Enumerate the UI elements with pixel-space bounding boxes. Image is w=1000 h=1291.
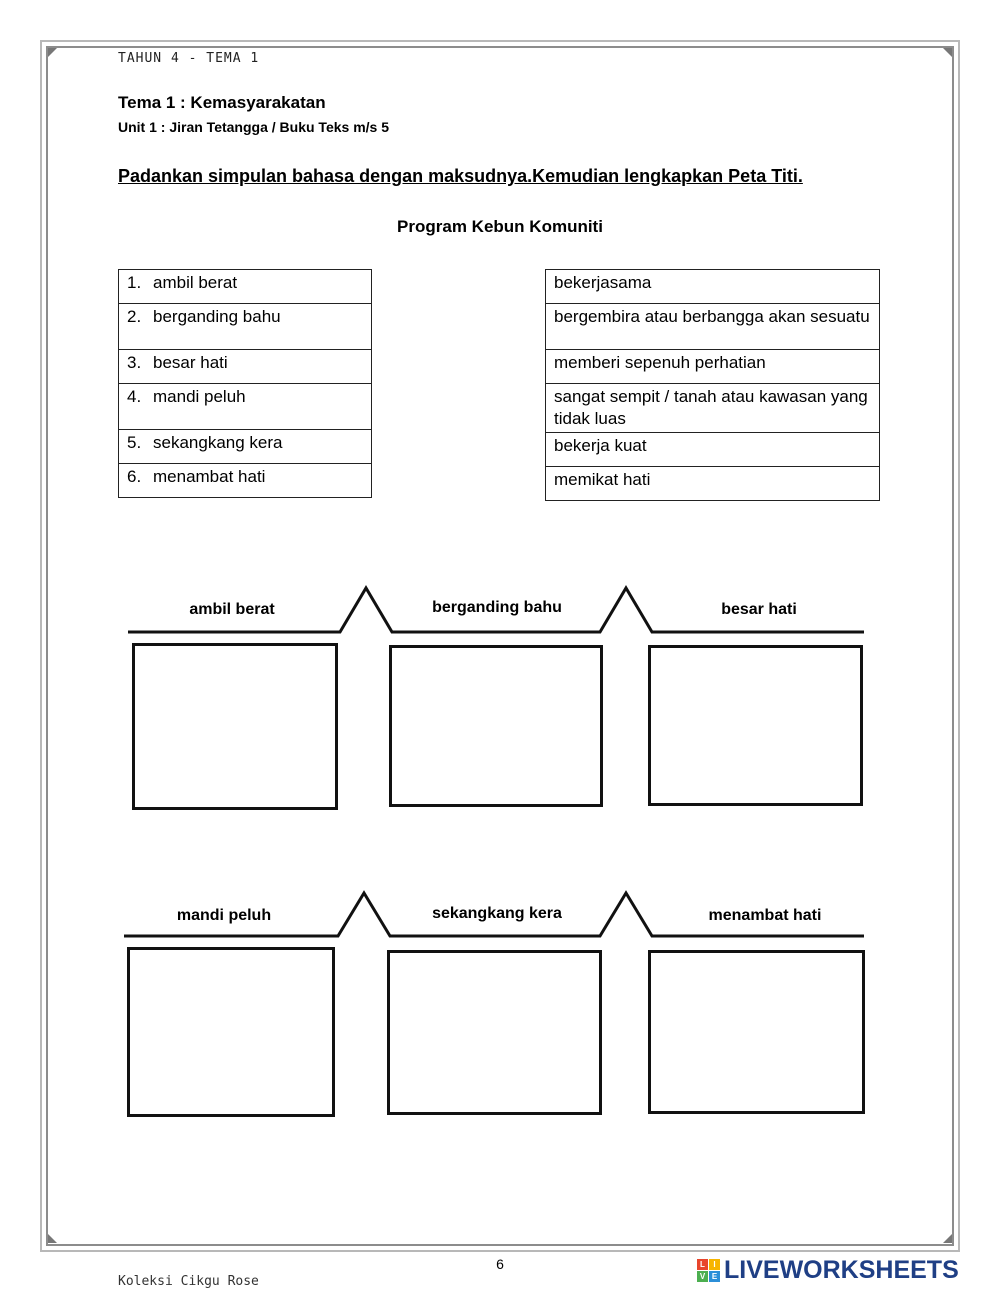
logo-letter: V [697, 1271, 708, 1282]
bridge-label: berganding bahu [432, 599, 562, 616]
phrase-number: 2. [127, 307, 142, 326]
meaning-text: bekerja kuat [546, 433, 880, 467]
bridge-label: menambat hati [708, 907, 822, 924]
phrase-number: 1. [127, 273, 142, 292]
bridge-label: mandi peluh [176, 907, 272, 924]
meaning-text: bekerjasama [546, 270, 880, 304]
phrase-number: 6. [127, 467, 142, 486]
phrase-text: ambil berat [153, 273, 238, 292]
bridge-label: ambil berat [189, 601, 275, 618]
logo-letter: L [697, 1259, 708, 1270]
theme-title: Tema 1 : Kemasyarakatan [118, 93, 326, 112]
header-tag: TAHUN 4 - TEMA 1 [118, 51, 260, 66]
answer-box[interactable] [127, 947, 335, 1117]
program-title: Program Kebun Komuniti [397, 217, 603, 236]
footer-credit: Koleksi Cikgu Rose [118, 1274, 259, 1289]
bridge-label: besar hati [721, 601, 797, 618]
meaning-text: memikat hati [546, 467, 880, 501]
logo-letter: I [709, 1259, 720, 1270]
logo-letter: E [709, 1271, 720, 1282]
phrase-number: 3. [127, 353, 142, 372]
phrase-text: menambat hati [153, 467, 266, 486]
unit-line: Unit 1 : Jiran Tetangga / Buku Teks m/s 5 [118, 119, 389, 135]
phrase-text: besar hati [153, 353, 228, 372]
meaning-text: sangat sempit / tanah atau kawasan yang tidak luas [546, 384, 880, 433]
answer-box[interactable] [648, 645, 863, 806]
phrase-text: sekangkang kera [153, 433, 283, 452]
answer-box[interactable] [387, 950, 602, 1115]
page-number: 6 [496, 1256, 504, 1272]
instruction: Padankan simpulan bahasa dengan maksudnya.Kemudian lengkapkan Peta Titi. [118, 166, 803, 186]
phrase-number: 5. [127, 433, 142, 452]
phrase-text: mandi peluh [153, 387, 246, 406]
phrase-text: berganding bahu [153, 307, 281, 326]
liveworksheets-wordmark: LIVEWORKSHEETS [724, 1256, 959, 1284]
bridge-label: sekangkang kera [432, 905, 562, 922]
meaning-text: memberi sepenuh perhatian [546, 350, 880, 384]
answer-box[interactable] [648, 950, 865, 1114]
meaning-text: bergembira atau berbangga akan sesuatu [546, 304, 880, 350]
answer-box[interactable] [132, 643, 338, 810]
answer-box[interactable] [389, 645, 603, 807]
liveworksheets-brand[interactable] [697, 1256, 959, 1285]
phrase-number: 4. [127, 387, 142, 406]
liveworksheets-logo-icon [697, 1259, 720, 1282]
